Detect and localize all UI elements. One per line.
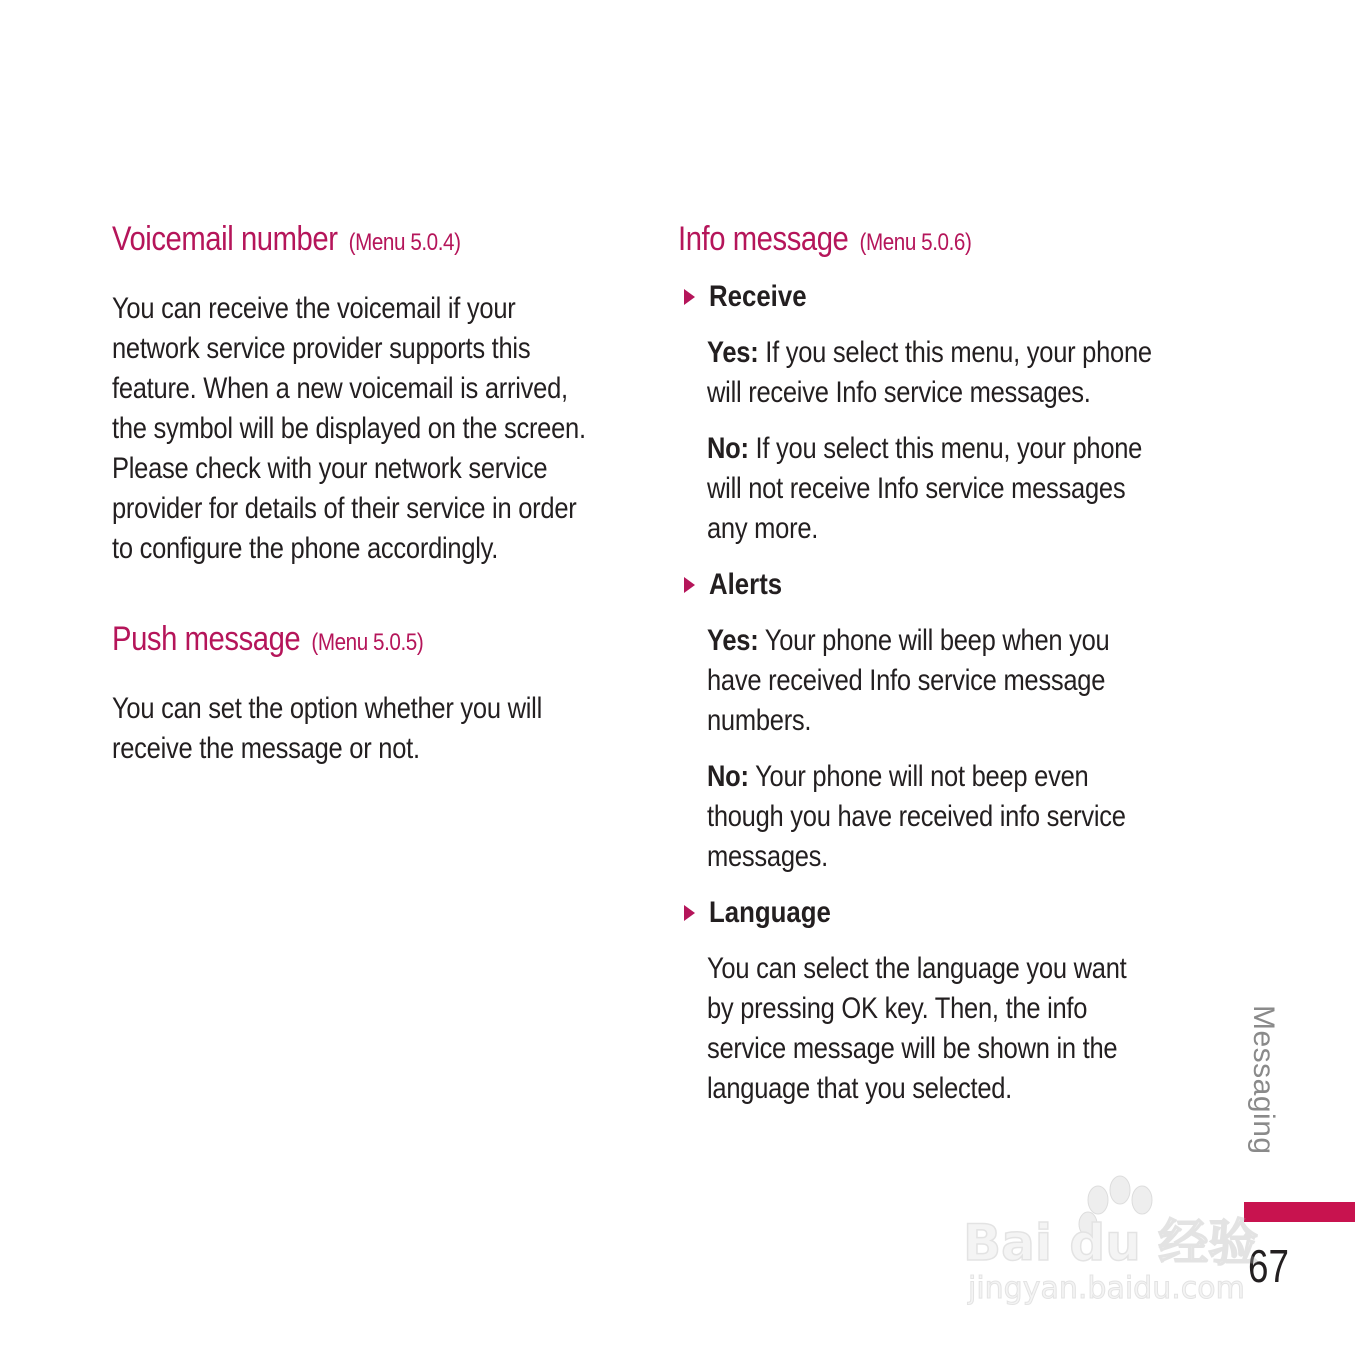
right-column — [678, 215, 1178, 1125]
baidu-watermark-logo — [958, 1160, 1288, 1310]
receive-heading — [678, 277, 1178, 317]
voicemail-line: You can receive the voicemail if your — [112, 292, 516, 325]
page-number: 67 — [1248, 1240, 1289, 1292]
push-line: You can set the option whether you will — [112, 692, 542, 725]
left-column — [112, 215, 622, 769]
alerts-heading — [678, 565, 1178, 605]
language-line: by pressing OK key. Then, the info — [707, 992, 1088, 1025]
voicemail-line: feature. When a new voicemail is arrived, — [112, 372, 568, 405]
push-title — [112, 615, 551, 667]
triangle-bullet-icon — [684, 289, 695, 305]
push-menu-ref: (Menu 5.0.5) — [311, 629, 424, 656]
alerts-yes-option — [707, 621, 1178, 741]
receive-no-line: any more. — [707, 512, 819, 545]
voicemail-line: Please check with your network service — [112, 452, 548, 485]
alerts-yes-line: Your phone will beep when you — [758, 624, 1110, 657]
receive-no-line: will not receive Info service messages — [707, 472, 1126, 505]
info-title — [678, 215, 1108, 267]
watermark-url: jingyan.baidu.com — [968, 1271, 1245, 1306]
receive-yes-line: will receive Info service messages. — [707, 376, 1091, 409]
section-side-tab: Messaging — [1247, 1005, 1280, 1155]
triangle-bullet-icon — [684, 905, 695, 921]
receive-label: Receive — [709, 280, 807, 313]
receive-yes-line: If you select this menu, your phone — [758, 336, 1152, 369]
voicemail-title — [112, 215, 551, 267]
triangle-bullet-icon — [684, 577, 695, 593]
receive-yes-option — [707, 333, 1178, 413]
voicemail-body — [112, 289, 622, 569]
yes-key: Yes: — [707, 336, 759, 369]
receive-no-option — [707, 429, 1178, 549]
no-key: No: — [707, 760, 749, 793]
no-key: No: — [707, 432, 749, 465]
language-line: service message will be shown in the — [707, 1032, 1118, 1065]
language-label: Language — [709, 896, 831, 929]
voicemail-line: provider for details of their service in order — [112, 492, 577, 525]
push-title-text: Push message — [112, 620, 301, 658]
language-heading — [678, 893, 1178, 933]
alerts-no-line: Your phone will not beep even — [748, 760, 1089, 793]
voicemail-title-text: Voicemail number — [112, 220, 338, 258]
voicemail-line: to configure the phone accordingly. — [112, 532, 499, 565]
voicemail-menu-ref: (Menu 5.0.4) — [348, 229, 461, 256]
info-title-text: Info message — [678, 220, 849, 258]
info-menu-ref: (Menu 5.0.6) — [859, 229, 972, 256]
alerts-no-line: messages. — [707, 840, 829, 873]
alerts-no-option — [707, 757, 1178, 877]
voicemail-line: the symbol will be displayed on the screen. — [112, 412, 586, 445]
yes-key: Yes: — [707, 624, 759, 657]
receive-no-line: If you select this menu, your phone — [748, 432, 1143, 465]
watermark-brand: Bai du 经验 — [963, 1214, 1259, 1272]
alerts-label: Alerts — [709, 568, 783, 601]
push-line: receive the message or not. — [112, 732, 420, 765]
language-line: language that you selected. — [707, 1072, 1013, 1105]
language-line: You can select the language you want — [707, 952, 1127, 985]
alerts-yes-line: numbers. — [707, 704, 812, 737]
alerts-no-line: though you have received info service — [707, 800, 1126, 833]
alerts-yes-line: have received Info service message — [707, 664, 1106, 697]
push-body — [112, 689, 622, 769]
language-body — [707, 949, 1178, 1109]
voicemail-line: network service provider supports this — [112, 332, 531, 365]
